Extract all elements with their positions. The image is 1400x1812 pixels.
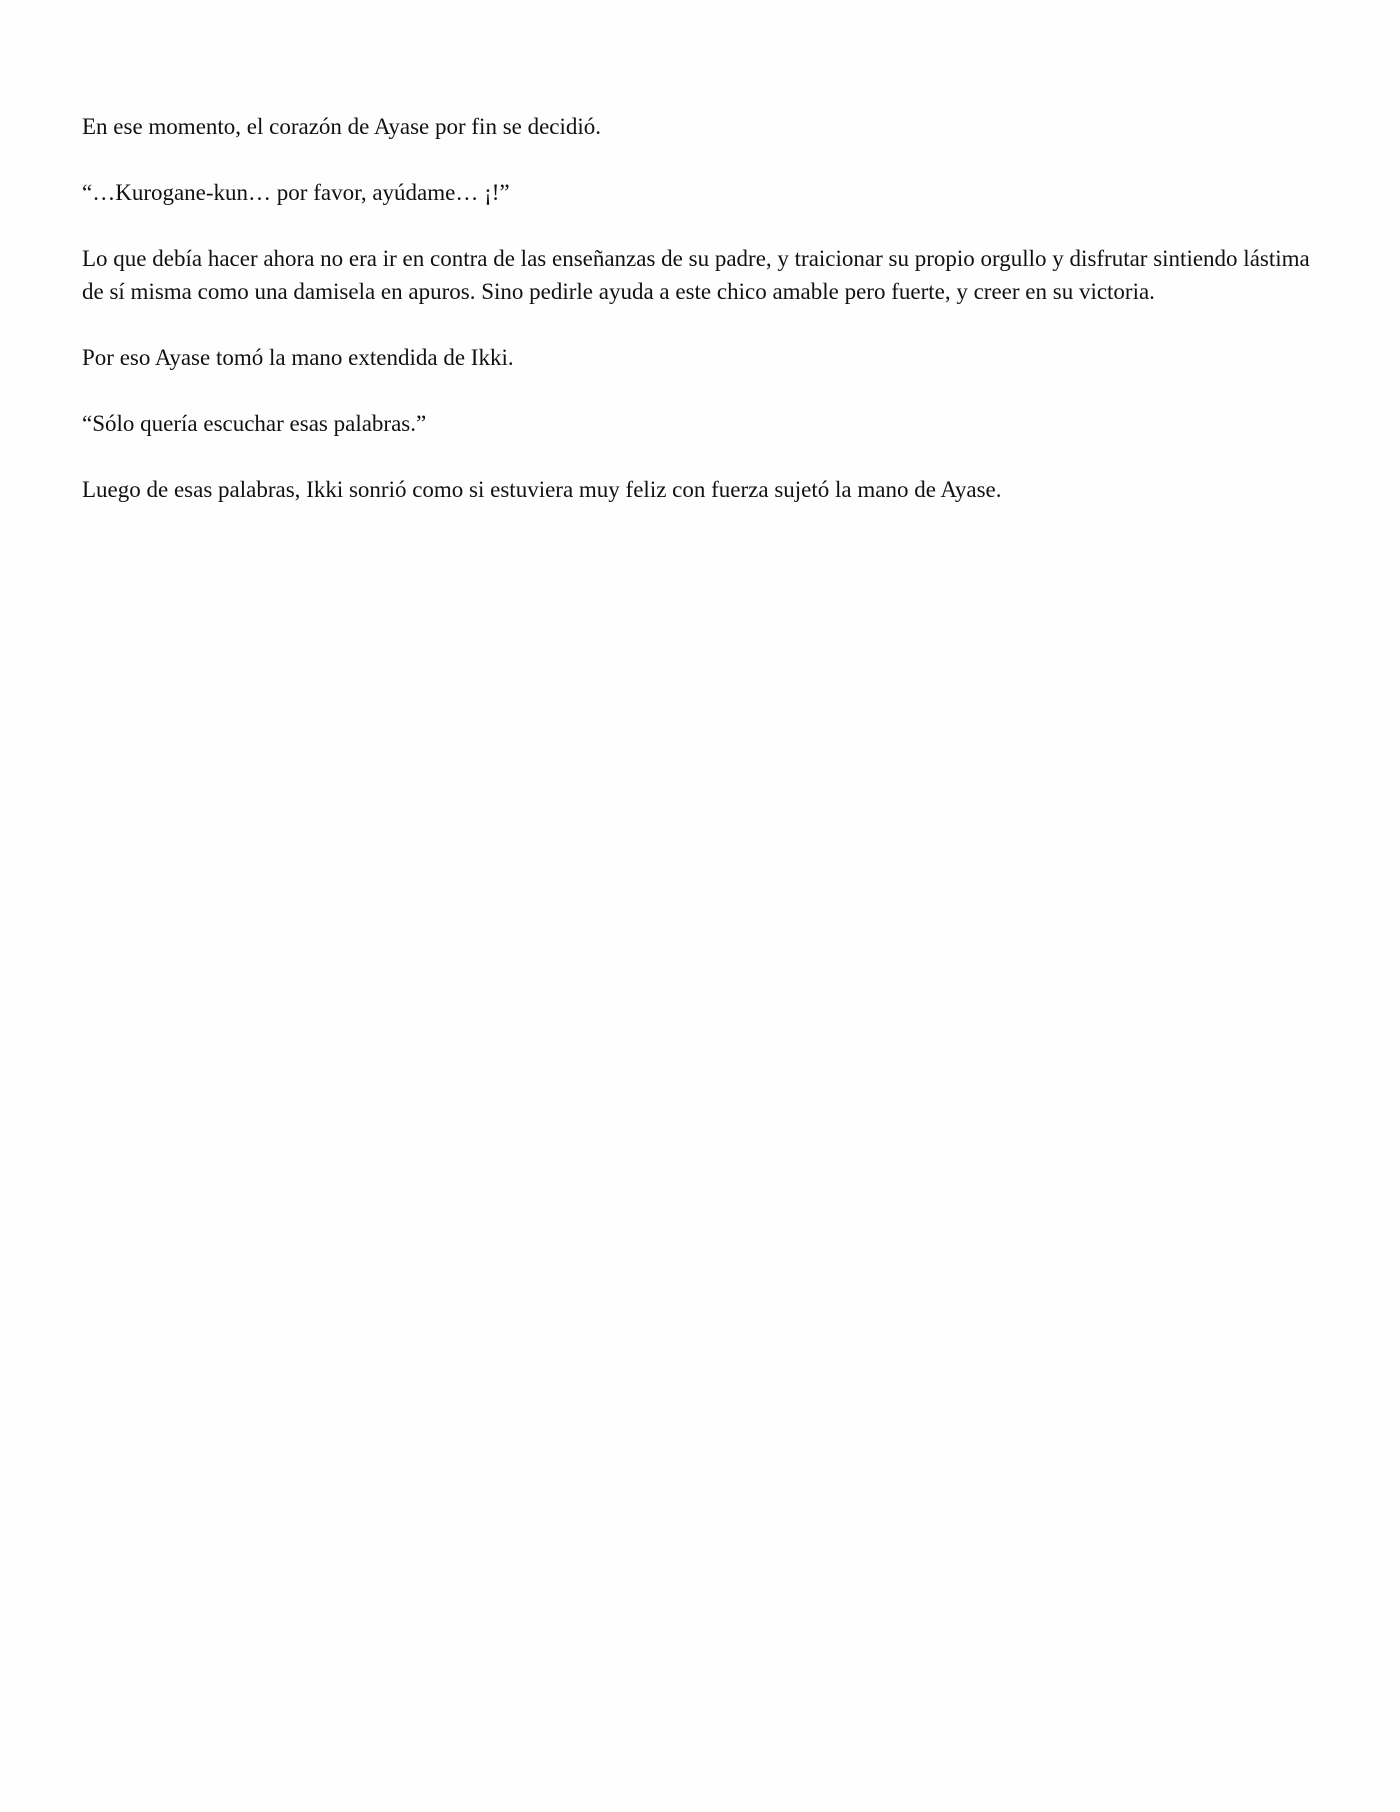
paragraph-4: Por eso Ayase tomó la mano extendida de Ikki. [82, 345, 514, 370]
paragraph-6: Luego de esas palabras, Ikki sonrió como si estuviera muy feliz con fuerza sujetó la mano de Ayase. [82, 477, 1002, 502]
paragraph-1: En ese momento, el corazón de Ayase por fin se decidió. [82, 114, 602, 139]
paragraph-2: “…Kurogane-kun… por favor, ayúdame… ¡!” [82, 180, 510, 205]
paragraph-5: “Sólo quería escuchar esas palabras.” [82, 411, 427, 436]
paragraph-3: Lo que debía hacer ahora no era ir en contra de las enseñanzas de su padre, y traicionar su propio orgullo y disfrutar sintiendo lástima de sí misma como una damisela en apuros. Sino pedirle ayuda a este chico amable pero fuerte, y creer en su victoria. [82, 246, 1310, 304]
text-body [82, 110, 1332, 539]
